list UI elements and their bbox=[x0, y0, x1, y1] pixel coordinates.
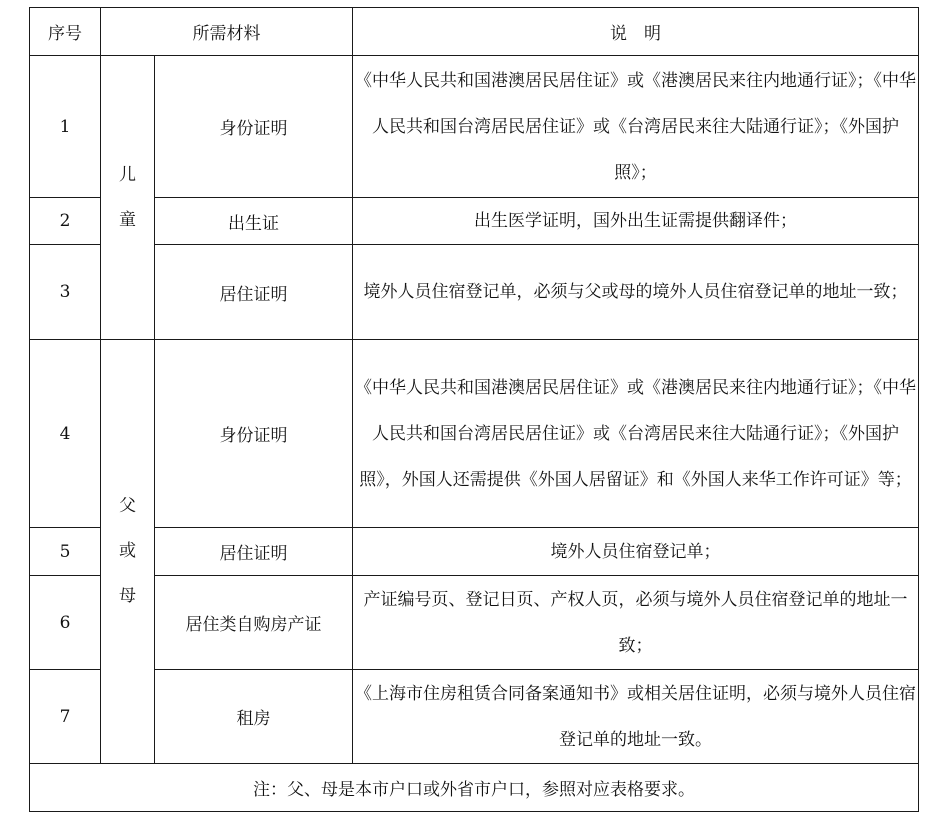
row-no: 2 bbox=[30, 198, 101, 245]
group-child bbox=[101, 56, 155, 340]
row-no: 6 bbox=[30, 576, 101, 670]
table-row bbox=[30, 528, 919, 576]
row-no: 4 bbox=[30, 340, 101, 528]
row-material: 租房 bbox=[155, 670, 353, 764]
header-desc: 说 明 bbox=[353, 8, 919, 56]
table-row bbox=[30, 670, 919, 764]
header-row bbox=[30, 8, 919, 56]
row-desc: 境外人员住宿登记单，必须与父或母的境外人员住宿登记单的地址一致； bbox=[353, 245, 919, 340]
header-material: 所需材料 bbox=[101, 8, 353, 56]
group-parent-char: 母 bbox=[119, 586, 136, 606]
row-material: 居住证明 bbox=[155, 245, 353, 340]
group-parent-char: 或 bbox=[119, 541, 136, 561]
row-material: 居住证明 bbox=[155, 528, 353, 576]
row-material: 身份证明 bbox=[155, 56, 353, 198]
row-no: 7 bbox=[30, 670, 101, 764]
table-row bbox=[30, 56, 919, 198]
row-desc: 境外人员住宿登记单； bbox=[353, 528, 919, 576]
row-desc: 《上海市住房租赁合同备案通知书》或相关居住证明，必须与境外人员住宿登记单的地址一致。 bbox=[353, 670, 919, 764]
row-no: 3 bbox=[30, 245, 101, 340]
row-material: 居住类自购房产证 bbox=[155, 576, 353, 670]
table-note: 注：父、母是本市户口或外省市户口，参照对应表格要求。 bbox=[30, 764, 919, 812]
group-child-char: 童 bbox=[119, 209, 136, 230]
header-no: 序号 bbox=[30, 8, 101, 56]
note-row bbox=[30, 764, 919, 812]
row-no: 1 bbox=[30, 56, 101, 198]
group-parent bbox=[101, 340, 155, 764]
table-row bbox=[30, 576, 919, 670]
row-desc: 产证编号页、登记日页、产权人页，必须与境外人员住宿登记单的地址一致； bbox=[353, 576, 919, 670]
group-child-char: 儿 bbox=[119, 164, 136, 185]
table-row bbox=[30, 245, 919, 340]
row-desc: 《中华人民共和国港澳居民居住证》或《港澳居民来往内地通行证》；《中华人民共和国台湾居民居住证》或《台湾居民来往大陆通行证》；《外国护照》，外国人还需提供《外国人居留证》和《外国人来华工作许可证》等； bbox=[353, 340, 919, 528]
row-desc: 出生医学证明，国外出生证需提供翻译件； bbox=[353, 198, 919, 245]
table-row bbox=[30, 198, 919, 245]
row-material: 身份证明 bbox=[155, 340, 353, 528]
row-no: 5 bbox=[30, 528, 101, 576]
group-parent-char: 父 bbox=[119, 496, 136, 516]
table-row bbox=[30, 340, 919, 528]
row-desc: 《中华人民共和国港澳居民居住证》或《港澳居民来往内地通行证》；《中华人民共和国台湾居民居住证》或《台湾居民来往大陆通行证》；《外国护照》； bbox=[353, 56, 919, 198]
materials-table bbox=[29, 7, 919, 812]
row-material: 出生证 bbox=[155, 198, 353, 245]
